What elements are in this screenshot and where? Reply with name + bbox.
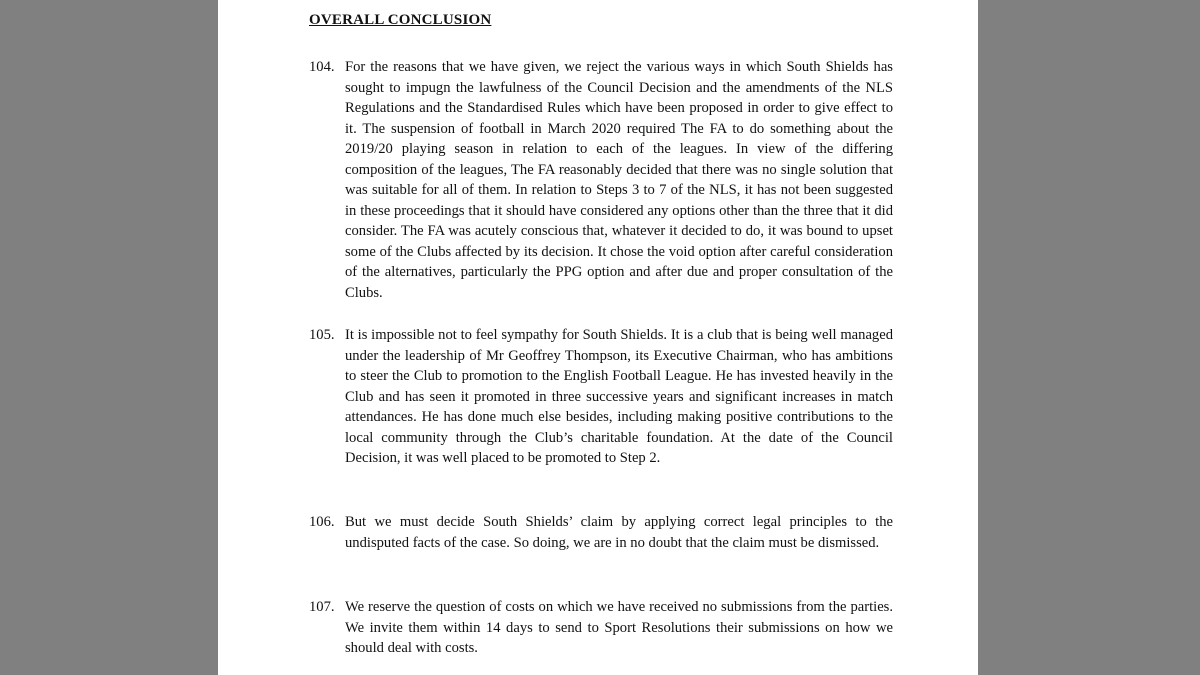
paragraph-text: But we must decide South Shields’ claim by applying correct legal principles to the undisputed facts of the case. So doing, we are in no doubt that the claim must be dismissed. — [345, 514, 893, 551]
paragraph-text: We reserve the question of costs on which we have received no submissions from the parties. We invite them within 14 days to send to Sport Resolutions their submissions on how we should deal with costs. — [345, 599, 893, 656]
paragraph-104 — [309, 57, 893, 303]
paragraph-number: 104. — [309, 59, 335, 75]
paragraph-text: For the reasons that we have given, we reject the various ways in which South Shields has sought to impugn the lawfulness of the Council Decision and the amendments of the NLS Regulations and the Standardised Rules which have been proposed in order to give effect to it. The suspension of football in March 2020 required The FA to do something about the 2019/20 playing season in relation to each of the leagues. In view of the differing composition of the leagues, The FA reasonably decided that there was no single solution that was suitable for all of them. In relation to Steps 3 to 7 of the NLS, it has not been suggested in these proceedings that it should have considered any options other than the three that it did consider. The FA was acutely conscious that, whatever it decided to do, it was bound to upset some of the Clubs affected by its decision. It chose the void option after careful consideration of the alternatives, particularly the PPG option and after due and proper consultation of the Clubs. — [345, 59, 893, 301]
paragraph-number: 106. — [309, 514, 335, 530]
document-page — [218, 0, 978, 675]
paragraph-105 — [309, 325, 893, 469]
paragraph-number: 107. — [309, 599, 335, 615]
paragraph-number: 105. — [309, 327, 335, 343]
paragraph-107 — [309, 597, 893, 659]
paragraph-text: It is impossible not to feel sympathy for South Shields. It is a club that is being well managed under the leadership of Mr Geoffrey Thompson, its Executive Chairman, who has ambitions to steer the Club to promotion to the English Football League. He has invested heavily in the Club and has seen it promoted in three successive years and significant increases in match attendances. He has done much else besides, including making positive contributions to the local community through the Club’s charitable foundation. At the date of the Council Decision, it was well placed to be promoted to Step 2. — [345, 327, 893, 466]
paragraph-106 — [309, 512, 893, 553]
section-heading: OVERALL CONCLUSION — [309, 12, 492, 28]
